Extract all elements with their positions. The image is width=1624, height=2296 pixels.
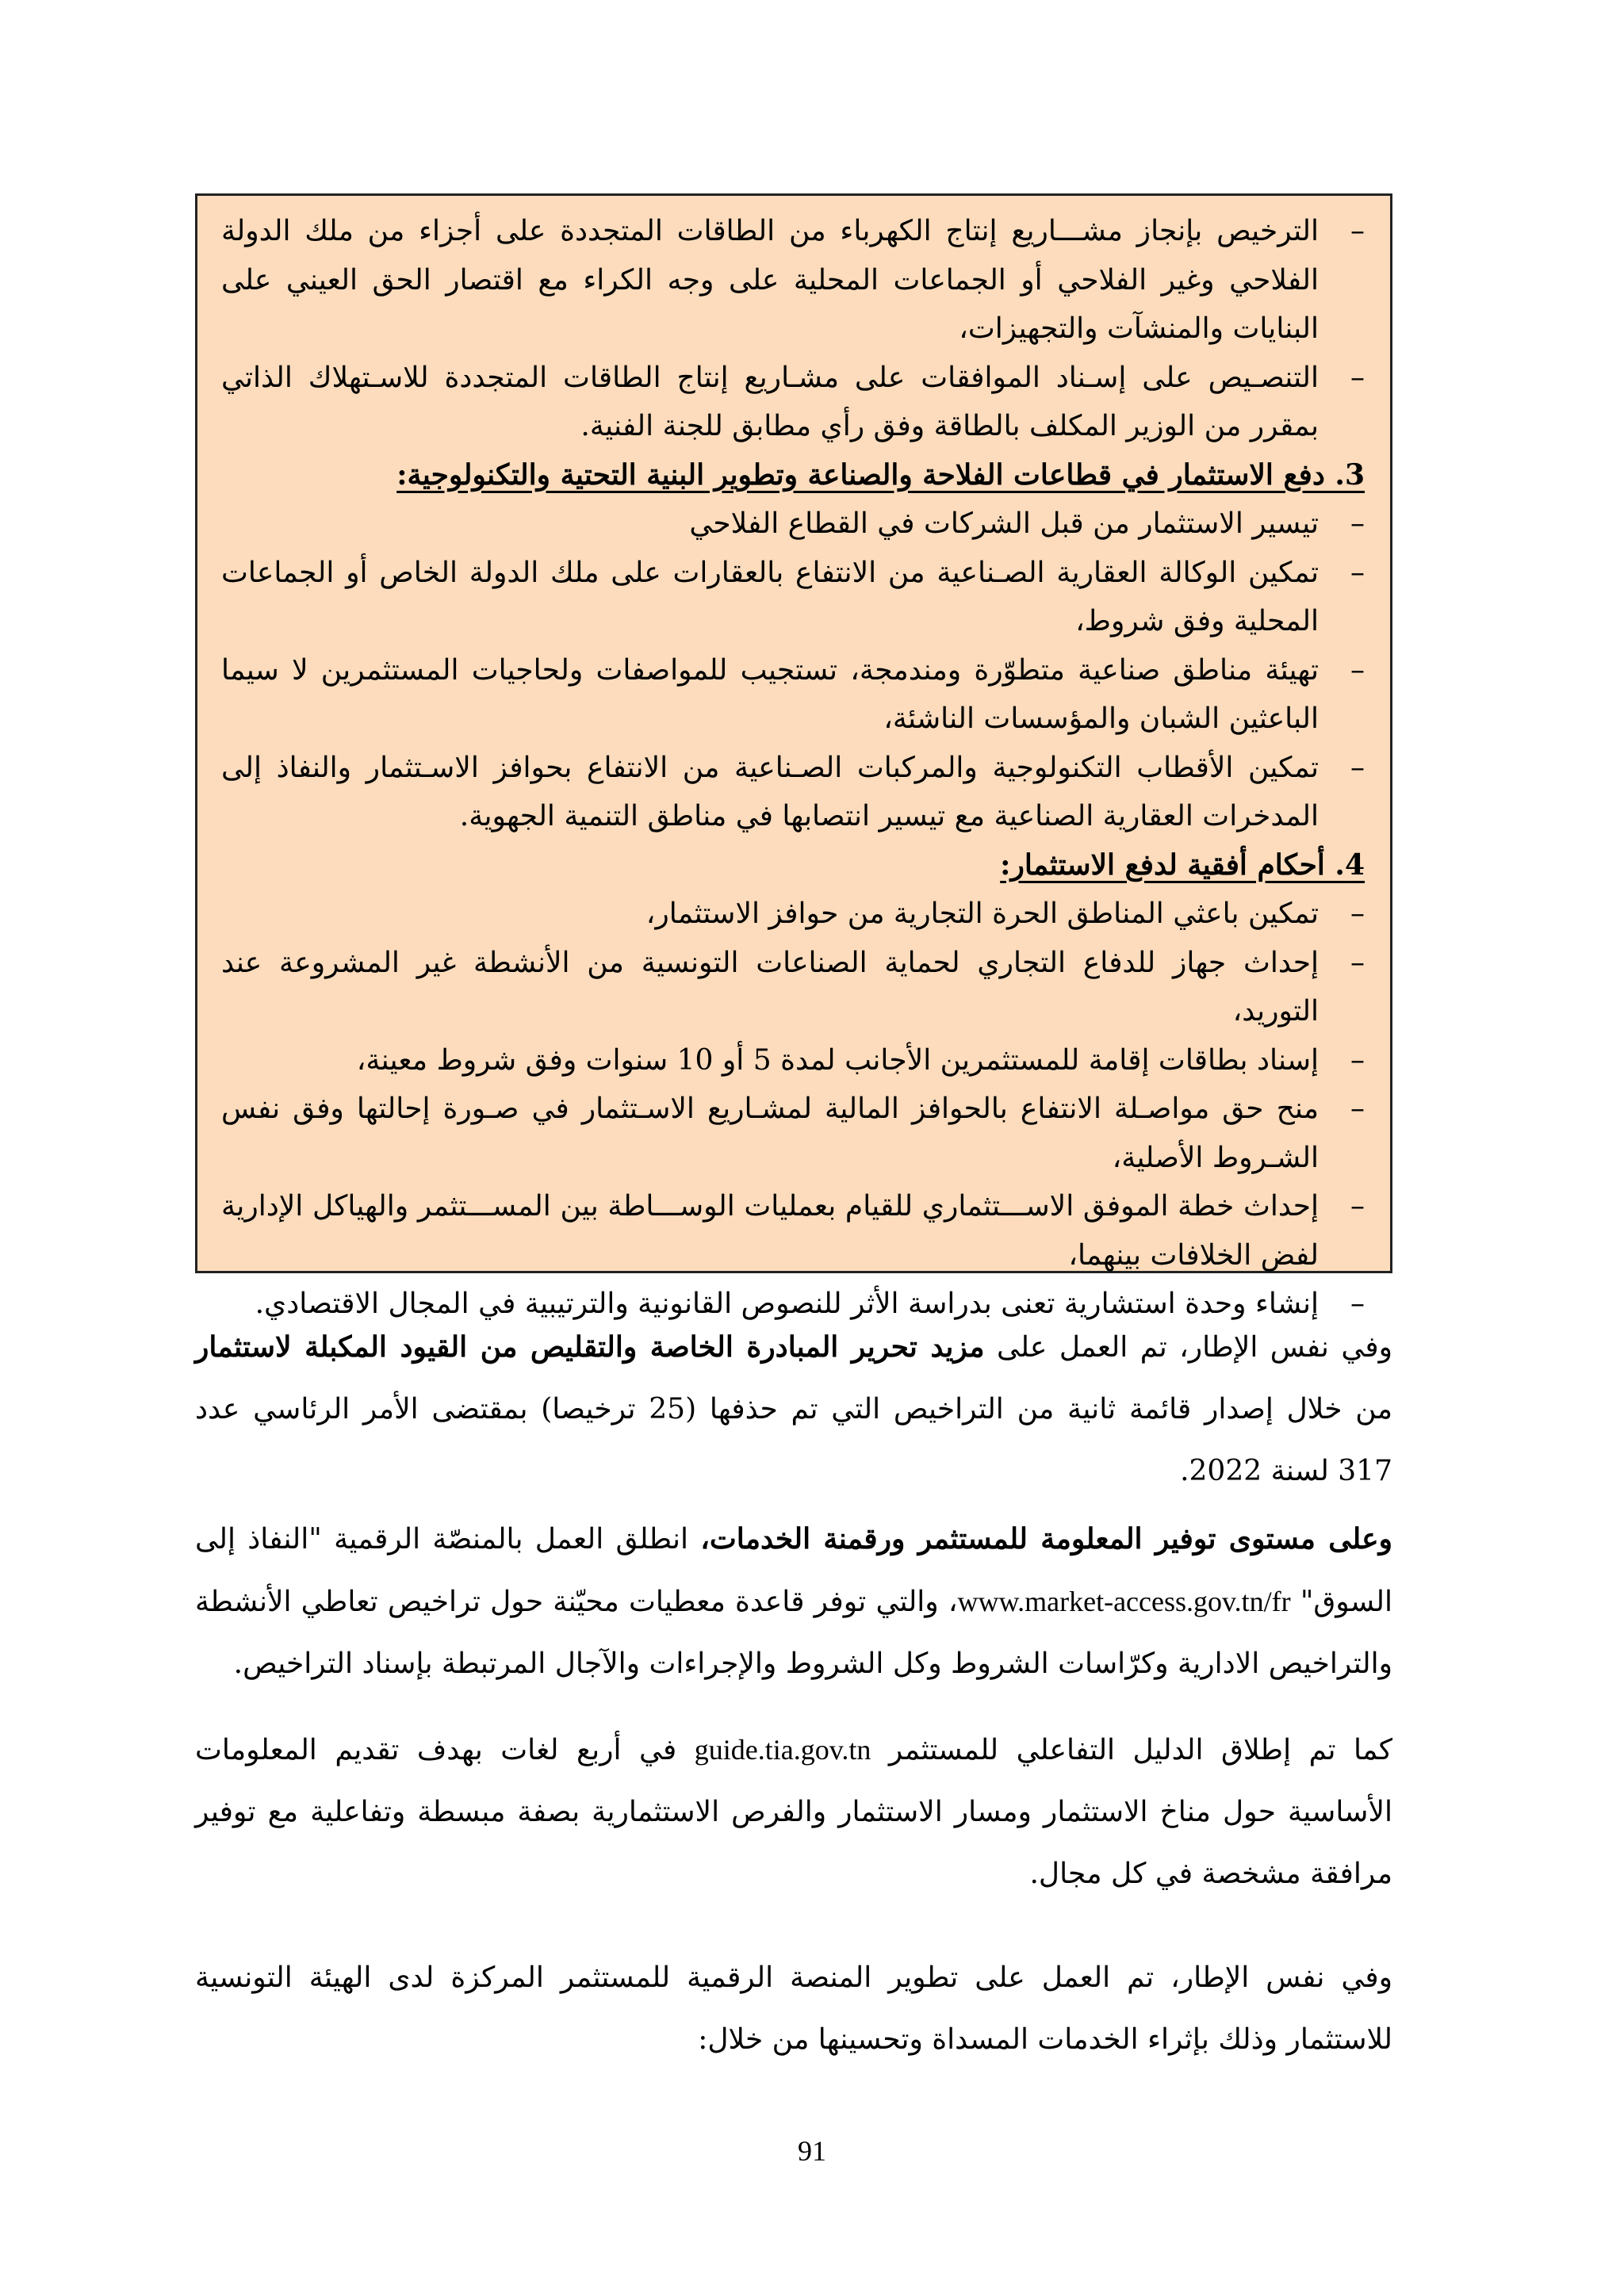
dash-bullet: – [1350,215,1365,247]
bullet-item [221,890,1365,939]
bullet-text: إنشاء وحدة استشارية تعنى بدراسة الأثر للنصوص القانونية والترتيبية في المجال الاقتصادي. [255,1288,1319,1320]
bullet-item [221,499,1365,549]
bullet-item [221,939,1365,1036]
paragraph-text: وفي نفس الإطار، تم العمل على تطوير المنصة الرقمية للمستثمر المركزة لدى الهيئة التونسية للاستثمار وذلك بإثراء الخدمات المسداة وتحسينها من خلال: [195,1961,1392,2056]
guide-url: guide.tia.gov.tn [694,1734,871,1766]
bullet-text: الترخيص بإنجاز مشـــاريع إنتاج الكهرباء من الطاقات المتجددة على أجزاء من ملك الدولة الفلاحي وغير الفلاحي أو الجماعات المحلية على وجه الكراء مع اقتصار الحق العيني على البنايات والمنشآت والتجهيزات، [221,215,1319,345]
paragraph-rest-text: في أربع لغات بهدف تقديم المعلومات الأساسية حول مناخ الاستثمار ومسار الاستثمار والفرص الاستثمارية بصفة مبسطة وتفاعلية مع توفير مرافقة مشخصة في كل مجال. [195,1734,1392,1890]
paragraph-market-access [195,1508,1392,1695]
bullet-item [221,1182,1365,1280]
bullet-item [221,646,1365,744]
paragraph-lead-text: وفي نفس الإطار، تم العمل على [984,1331,1393,1364]
paragraph-mid-text: انطلق العمل بالمنصّة الرقمية "النفاذ إلى السوق" [195,1523,1392,1618]
dash-bullet: – [1350,1288,1365,1320]
paragraph-rest-text: من خلال إصدار قائمة ثانية من التراخيص التي تم حذفها (25 ترخيصا) بمقتضى الأمر الرئاسي عدد 317 لسنة 2022. [195,1393,1392,1487]
paragraph-digital-platform [195,1947,1392,2071]
dash-bullet: – [1350,653,1365,687]
bullet-text: إحداث خطة الموفق الاســـتثماري للقيام بعمليات الوســـاطة بين المســـتثمر والهياكل الإدارية لفض الخلافات بينهما، [221,1190,1319,1272]
page-number: 91 [798,2135,826,2167]
bullet-text: التنصـيص على إسـناد الموافقات على مشـاريع إنتاج الطاقات المتجددة للاسـتهلاك الذاتي بمقرر من الوزير المكلف بالطاقة وفق رأي مطابق للجنة الفنية. [221,361,1319,442]
bullet-item [221,744,1365,841]
bullet-item [221,1036,1365,1085]
bullet-text: تمكين باعثي المناطق الحرة التجارية من حوافز الاستثمار، [645,897,1319,930]
bullet-text: تمكين الأقطاب التكنولوجية والمركبات الصـناعية من الانتفاع بحوافز الاسـتثمار والنفاذ إلى المدخرات العقارية الصناعية مع تيسير انتصابها في مناطق التنمية الجهوية. [221,751,1319,832]
bullet-item [221,549,1365,646]
dash-bullet: – [1350,507,1365,540]
paragraph-bold-text: وعلى مستوى توفير المعلومة للمستثمر ورقمنة الخدمات، [700,1522,1392,1556]
bullet-text: تمكين الوكالة العقارية الصـناعية من الانتفاع بالعقارات على ملك الدولة الخاص أو الجماعات المحلية وفق شروط، [221,556,1319,637]
section-heading: 3. دفع الاستثمار في قطاعات الفلاحة والصناعة وتطوير البنية التحتية والتكنولوجية: [396,457,1365,492]
bullet-item [221,1085,1365,1182]
bullet-text: إسناد بطاقات إقامة للمستثمرين الأجانب لمدة 5 أو 10 سنوات وفق شروط معينة، [356,1043,1319,1077]
market-access-url: www.market-access.gov.tn/fr [957,1586,1291,1617]
paragraph-bold-text: مزيد تحرير المبادرة الخاصة والتقليص من القيود المكبلة لاستثمار [195,1330,985,1364]
bullet-item [221,207,1365,354]
dash-bullet: – [1350,946,1365,979]
dash-bullet: – [1350,361,1365,394]
dash-bullet: – [1350,1093,1365,1125]
dash-bullet: – [1350,897,1365,930]
bullet-item [221,354,1365,451]
dash-bullet: – [1350,1043,1365,1077]
paragraph-interactive-guide [195,1719,1392,1905]
dash-bullet: – [1350,556,1365,589]
dash-bullet: – [1350,751,1365,784]
paragraph-rest-text: ، والتي توفر قاعدة معطيات محيّنة حول تراخيص تعاطي الأنشطة والتراخيص الادارية وكرّاسات الشروط وكل الشروط والإجراءات والآجال المرتبطة بإسناد التراخيص. [195,1586,1392,1680]
highlighted-reform-box [195,193,1392,1320]
section-heading: 4. أحكام أفقية لدفع الاستثمار: [1000,848,1365,882]
bullet-text: تهيئة مناطق صناعية متطوّرة ومندمجة، تستجيب للمواصفات ولحاجيات المستثمرين لا سيما الباعثين الشبان والمؤسسات الناشئة، [221,653,1319,735]
bullet-text: تيسير الاستثمار من قبل الشركات في القطاع الفلاحي [689,507,1319,540]
bullet-text: منح حق مواصـلة الانتفاع بالحوافز المالية لمشـاريع الاسـتثمار في صـورة إحالتها وفق نفس الشـروط الأصلية، [221,1093,1319,1174]
dash-bullet: – [1350,1190,1365,1223]
paragraph-lead-text: كما تم إطلاق الدليل التفاعلي للمستثمر [871,1734,1392,1766]
paragraph-private-initiative [195,1316,1392,1502]
bullet-text: إحداث جهاز للدفاع التجاري لحماية الصناعات التونسية من الأنشطة غير المشروعة عند التوريد، [221,946,1319,1027]
